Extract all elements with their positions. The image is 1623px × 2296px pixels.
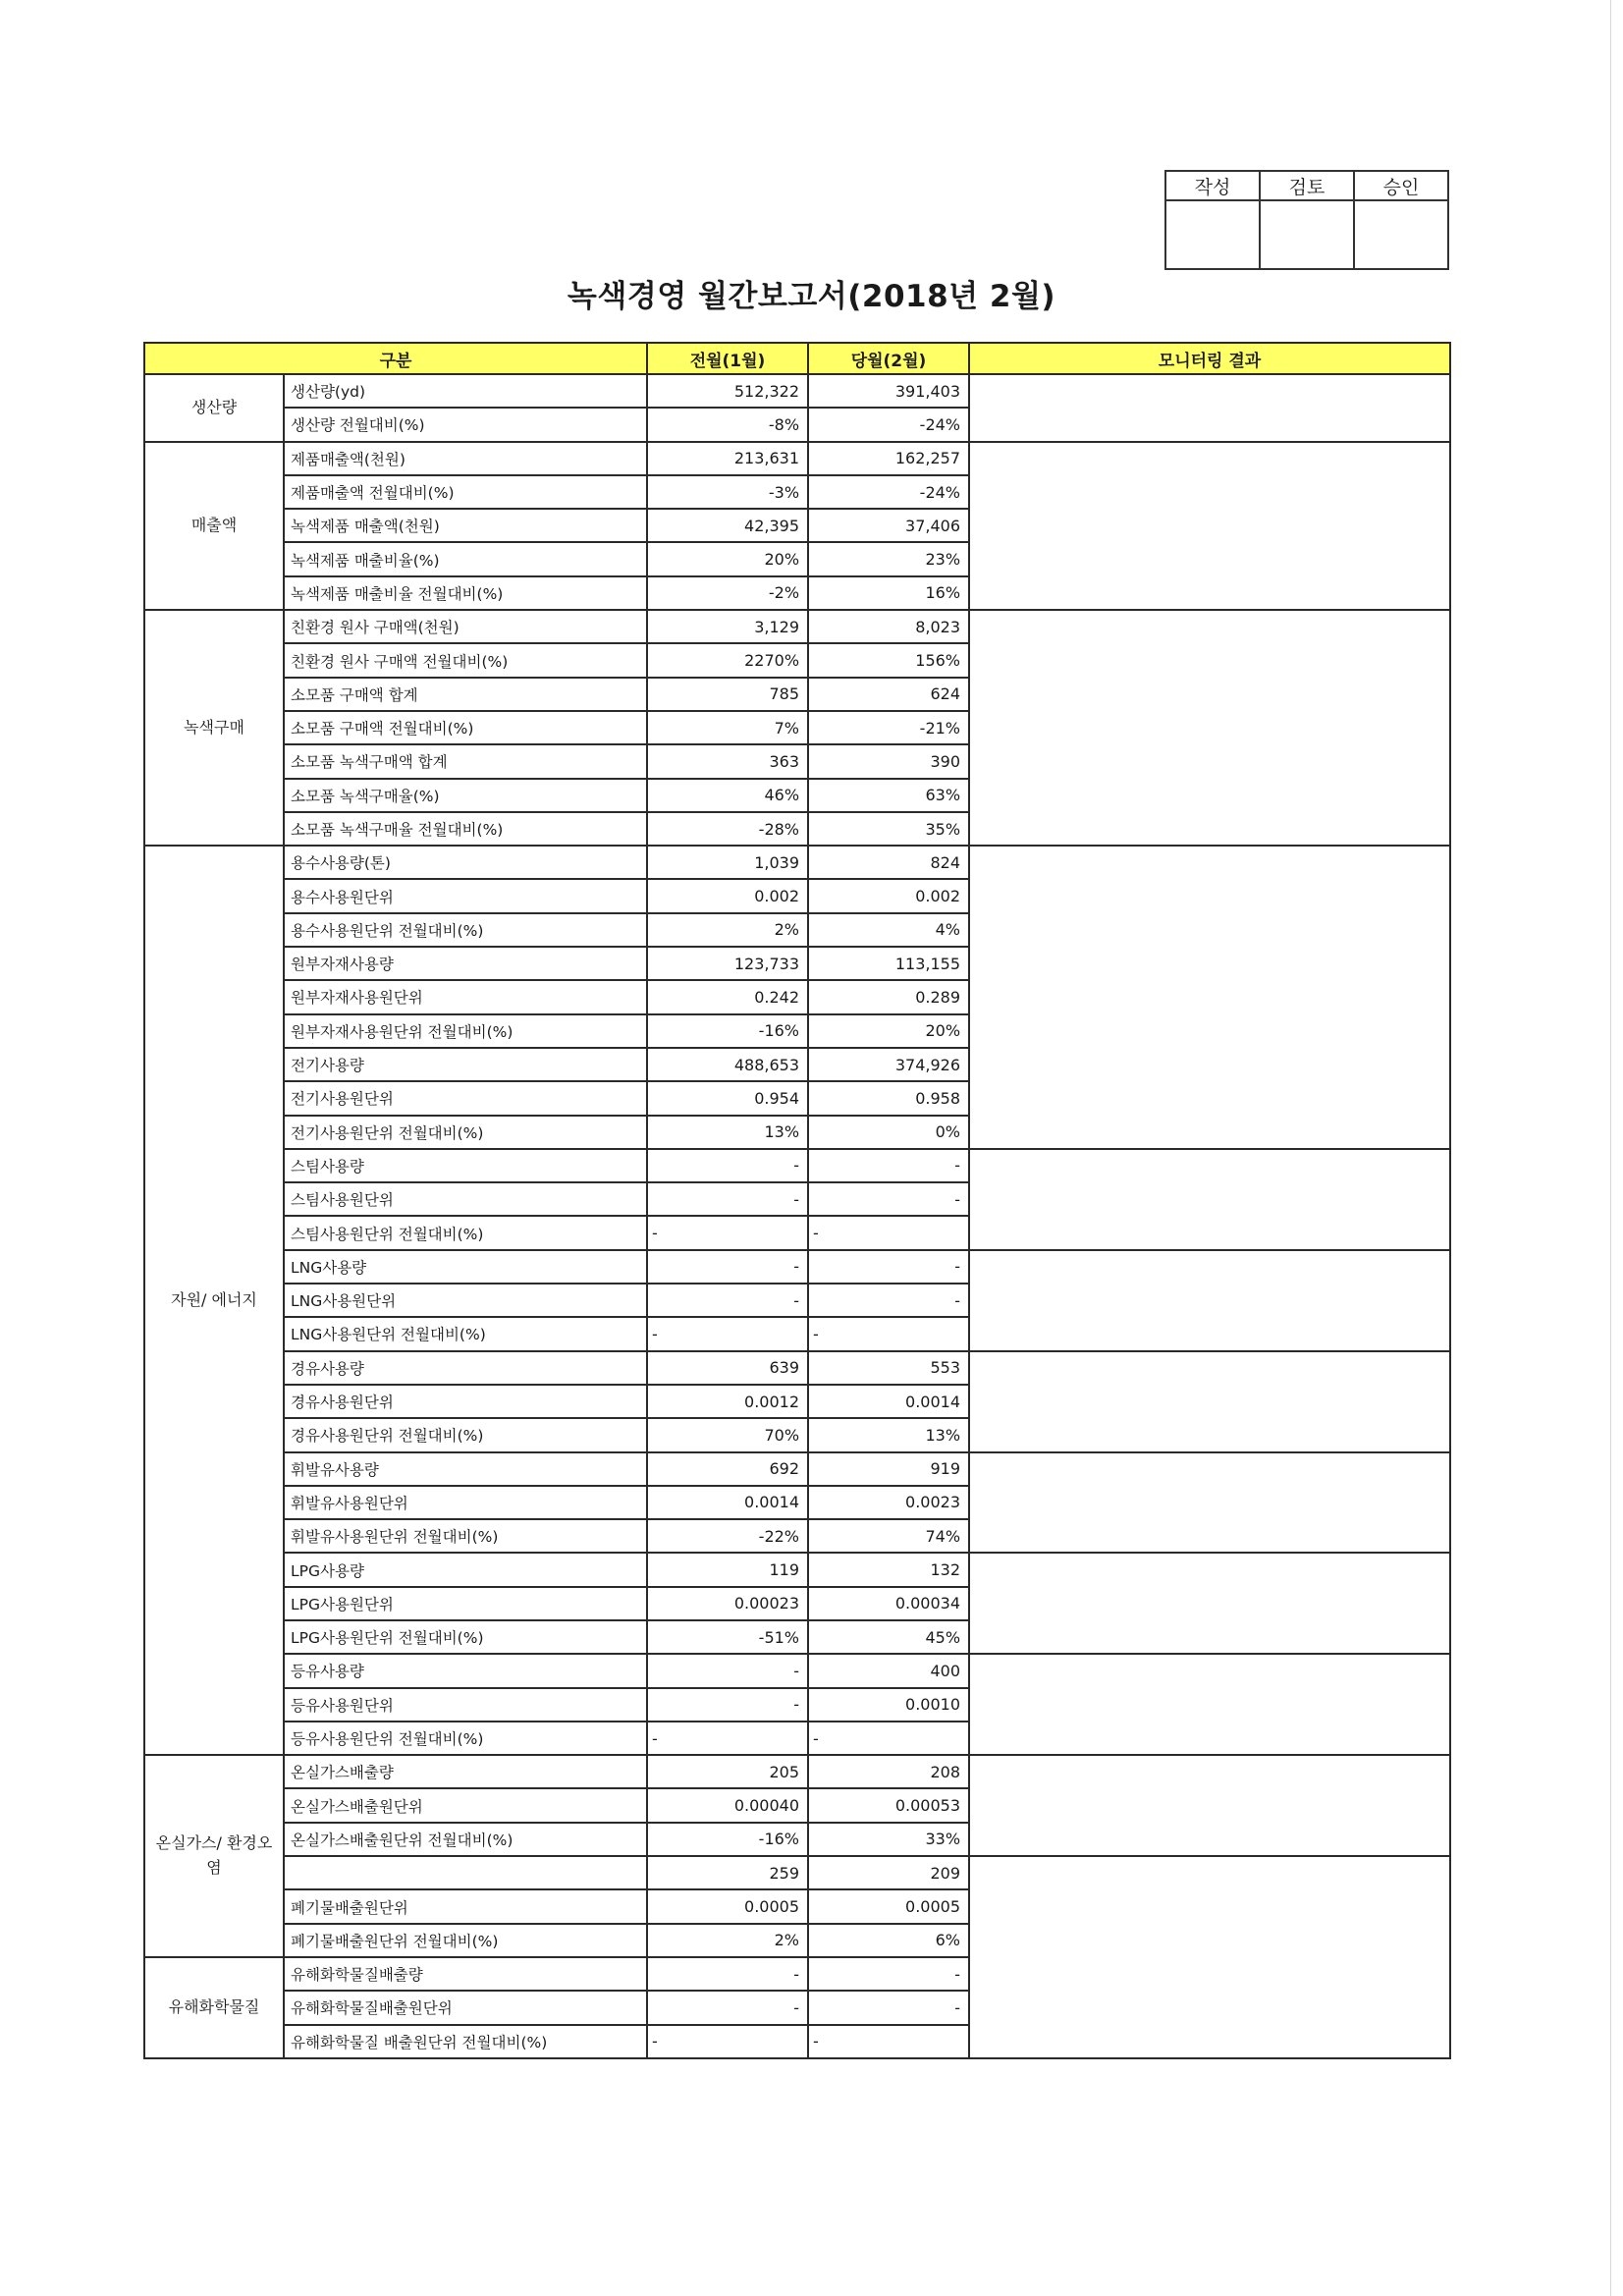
prev-month-value: 0.00040 <box>647 1788 808 1822</box>
prev-month-value: 0.0014 <box>647 1486 808 1519</box>
prev-month-value: 7% <box>647 711 808 744</box>
curr-month-value: 0.0023 <box>808 1486 969 1519</box>
curr-month-value: 0% <box>808 1116 969 1149</box>
header-category: 구분 <box>144 343 647 374</box>
header-curr-month: 당월(2월) <box>808 343 969 374</box>
prev-month-value: - <box>647 1654 808 1687</box>
curr-month-value: 824 <box>808 846 969 879</box>
item-cell: 경유사용원단위 <box>284 1385 647 1418</box>
item-cell: 용수사용원단위 <box>284 879 647 912</box>
category-cell: 생산량 <box>144 374 284 442</box>
header-prev-month: 전월(1월) <box>647 343 808 374</box>
item-cell: LPG사용원단위 <box>284 1587 647 1620</box>
header-monitoring-result: 모니터링 결과 <box>969 343 1450 374</box>
prev-month-value: - <box>647 1317 808 1350</box>
prev-month-value: 692 <box>647 1452 808 1486</box>
item-cell: 원부자재사용원단위 전월대비(%) <box>284 1014 647 1048</box>
category-cell: 유해화학물질 <box>144 1957 284 2058</box>
item-cell: 소모품 구매액 전월대비(%) <box>284 711 647 744</box>
curr-month-value: 400 <box>808 1654 969 1687</box>
curr-month-value: 8,023 <box>808 610 969 643</box>
curr-month-value: -24% <box>808 408 969 441</box>
curr-month-value: 374,926 <box>808 1048 969 1081</box>
monitoring-result-cell <box>969 1351 1450 1452</box>
prev-month-value: 0.00023 <box>647 1587 808 1620</box>
approval-box <box>1164 170 1449 270</box>
curr-month-value: 0.0005 <box>808 1889 969 1923</box>
curr-month-value: 0.002 <box>808 879 969 912</box>
monitoring-result-cell <box>969 1452 1450 1554</box>
prev-month-value: -28% <box>647 812 808 846</box>
prev-month-value: 2% <box>647 913 808 947</box>
curr-month-value: 919 <box>808 1452 969 1486</box>
monitoring-result-cell <box>969 1250 1450 1351</box>
curr-month-value: 0.00053 <box>808 1788 969 1822</box>
approval-sign-author <box>1165 200 1260 269</box>
curr-month-value: - <box>808 1284 969 1317</box>
prev-month-value: 512,322 <box>647 374 808 408</box>
prev-month-value: 213,631 <box>647 442 808 475</box>
curr-month-value: 0.289 <box>808 980 969 1013</box>
curr-month-value: 0.958 <box>808 1081 969 1115</box>
curr-month-value: -24% <box>808 475 969 509</box>
table-row <box>144 846 1450 879</box>
curr-month-value: 132 <box>808 1553 969 1586</box>
prev-month-value: 42,395 <box>647 509 808 542</box>
table-row <box>144 1654 1450 1687</box>
curr-month-value: 13% <box>808 1418 969 1451</box>
curr-month-value: - <box>808 2025 969 2058</box>
prev-month-value: - <box>647 1182 808 1216</box>
item-cell: 등유사용원단위 <box>284 1688 647 1722</box>
curr-month-value: 20% <box>808 1014 969 1048</box>
curr-month-value: 208 <box>808 1755 969 1788</box>
approval-header-approve: 승인 <box>1354 171 1448 200</box>
curr-month-value: -21% <box>808 711 969 744</box>
item-cell: 친환경 원사 구매액 전월대비(%) <box>284 643 647 677</box>
monitoring-result-cell <box>969 442 1450 610</box>
prev-month-value: 123,733 <box>647 947 808 980</box>
monitoring-result-cell <box>969 1654 1450 1755</box>
item-cell: 녹색제품 매출비율(%) <box>284 542 647 575</box>
curr-month-value: - <box>808 1182 969 1216</box>
monitoring-result-cell <box>969 1856 1450 2058</box>
item-cell: 소모품 구매액 합계 <box>284 678 647 711</box>
item-cell: 소모품 녹색구매율 전월대비(%) <box>284 812 647 846</box>
item-cell: 스팀사용원단위 <box>284 1182 647 1216</box>
item-cell: 폐기물배출원단위 전월대비(%) <box>284 1924 647 1957</box>
prev-month-value: 1,039 <box>647 846 808 879</box>
item-cell: LNG사용원단위 <box>284 1284 647 1317</box>
curr-month-value: 37,406 <box>808 509 969 542</box>
curr-month-value: 209 <box>808 1856 969 1889</box>
curr-month-value: 390 <box>808 744 969 778</box>
prev-month-value: - <box>647 1991 808 2024</box>
table-header-row <box>144 343 1450 374</box>
curr-month-value: 45% <box>808 1620 969 1654</box>
prev-month-value: - <box>647 1250 808 1284</box>
item-cell: 등유사용원단위 전월대비(%) <box>284 1722 647 1755</box>
curr-month-value: - <box>808 1317 969 1350</box>
table-row <box>144 610 1450 643</box>
item-cell: 휘발유사용원단위 <box>284 1486 647 1519</box>
prev-month-value: 0.0012 <box>647 1385 808 1418</box>
monitoring-result-cell <box>969 1755 1450 1856</box>
curr-month-value: 624 <box>808 678 969 711</box>
curr-month-value: - <box>808 1957 969 1991</box>
table-row <box>144 442 1450 475</box>
approval-sign-review <box>1260 200 1354 269</box>
prev-month-value: -16% <box>647 1014 808 1048</box>
item-cell: 휘발유사용원단위 전월대비(%) <box>284 1519 647 1553</box>
table-row <box>144 1452 1450 1486</box>
approval-sign-approve <box>1354 200 1448 269</box>
item-cell: LPG사용량 <box>284 1553 647 1586</box>
approval-header-review: 검토 <box>1260 171 1354 200</box>
curr-month-value: 0.00034 <box>808 1587 969 1620</box>
monitoring-result-cell <box>969 1149 1450 1250</box>
prev-month-value: 488,653 <box>647 1048 808 1081</box>
item-cell <box>284 1856 647 1889</box>
curr-month-value: 162,257 <box>808 442 969 475</box>
prev-month-value: 46% <box>647 779 808 812</box>
curr-month-value: 156% <box>808 643 969 677</box>
prev-month-value: -3% <box>647 475 808 509</box>
item-cell: 원부자재사용량 <box>284 947 647 980</box>
prev-month-value: - <box>647 1722 808 1755</box>
prev-month-value: -8% <box>647 408 808 441</box>
curr-month-value: - <box>808 1991 969 2024</box>
item-cell: 등유사용량 <box>284 1654 647 1687</box>
curr-month-value: - <box>808 1149 969 1182</box>
curr-month-value: 33% <box>808 1823 969 1856</box>
item-cell: 전기사용원단위 <box>284 1081 647 1115</box>
monitoring-result-cell <box>969 1553 1450 1654</box>
item-cell: 친환경 원사 구매액(천원) <box>284 610 647 643</box>
item-cell: 원부자재사용원단위 <box>284 980 647 1013</box>
prev-month-value: 13% <box>647 1116 808 1149</box>
prev-month-value: 20% <box>647 542 808 575</box>
item-cell: 폐기물배출원단위 <box>284 1889 647 1923</box>
curr-month-value: 74% <box>808 1519 969 1553</box>
curr-month-value: 553 <box>808 1351 969 1385</box>
prev-month-value: - <box>647 2025 808 2058</box>
curr-month-value: 23% <box>808 542 969 575</box>
item-cell: 소모품 녹색구매율(%) <box>284 779 647 812</box>
item-cell: 경유사용량 <box>284 1351 647 1385</box>
prev-month-value: - <box>647 1284 808 1317</box>
prev-month-value: - <box>647 1149 808 1182</box>
item-cell: 용수사용량(톤) <box>284 846 647 879</box>
table-row <box>144 374 1450 408</box>
prev-month-value: - <box>647 1957 808 1991</box>
prev-month-value: 119 <box>647 1553 808 1586</box>
item-cell: 유해화학물질배출량 <box>284 1957 647 1991</box>
item-cell: 전기사용량 <box>284 1048 647 1081</box>
prev-month-value: 70% <box>647 1418 808 1451</box>
item-cell: 유해화학물질배출원단위 <box>284 1991 647 2024</box>
table-row <box>144 1250 1450 1284</box>
monitoring-result-cell <box>969 610 1450 846</box>
curr-month-value: 4% <box>808 913 969 947</box>
item-cell: 제품매출액 전월대비(%) <box>284 475 647 509</box>
curr-month-value: 63% <box>808 779 969 812</box>
category-cell: 자원/ 에너지 <box>144 846 284 1755</box>
monitoring-result-cell <box>969 846 1450 1149</box>
curr-month-value: 0.0014 <box>808 1385 969 1418</box>
prev-month-value: -22% <box>647 1519 808 1553</box>
item-cell: 온실가스배출원단위 <box>284 1788 647 1822</box>
item-cell: 제품매출액(천원) <box>284 442 647 475</box>
item-cell: 유해화학물질 배출원단위 전월대비(%) <box>284 2025 647 2058</box>
page-title: 녹색경영 월간보고서(2018년 2월) <box>567 279 1056 314</box>
item-cell: 녹색제품 매출액(천원) <box>284 509 647 542</box>
curr-month-value: 16% <box>808 576 969 610</box>
category-cell: 온실가스/ 환경오염 <box>144 1755 284 1957</box>
item-cell: 용수사용원단위 전월대비(%) <box>284 913 647 947</box>
curr-month-value: 0.0010 <box>808 1688 969 1722</box>
item-cell: 온실가스배출원단위 전월대비(%) <box>284 1823 647 1856</box>
prev-month-value: 2270% <box>647 643 808 677</box>
prev-month-value: -16% <box>647 1823 808 1856</box>
category-cell: 매출액 <box>144 442 284 610</box>
item-cell: 생산량(yd) <box>284 374 647 408</box>
item-cell: LNG사용량 <box>284 1250 647 1284</box>
curr-month-value: - <box>808 1216 969 1249</box>
table-row <box>144 1351 1450 1385</box>
table-row <box>144 1856 1450 1889</box>
prev-month-value: 0.954 <box>647 1081 808 1115</box>
item-cell: LPG사용원단위 전월대비(%) <box>284 1620 647 1654</box>
table-row <box>144 1553 1450 1586</box>
table-row <box>144 1149 1450 1182</box>
prev-month-value: 363 <box>647 744 808 778</box>
monitoring-result-cell <box>969 374 1450 442</box>
curr-month-value: 113,155 <box>808 947 969 980</box>
table-row <box>144 1755 1450 1788</box>
curr-month-value: - <box>808 1722 969 1755</box>
scan-edge-line <box>1610 0 1611 2296</box>
item-cell: 스팀사용량 <box>284 1149 647 1182</box>
prev-month-value: 785 <box>647 678 808 711</box>
report-table <box>143 342 1451 2059</box>
item-cell: 녹색제품 매출비율 전월대비(%) <box>284 576 647 610</box>
prev-month-value: 0.242 <box>647 980 808 1013</box>
prev-month-value: -2% <box>647 576 808 610</box>
prev-month-value: 205 <box>647 1755 808 1788</box>
approval-header-author: 작성 <box>1165 171 1260 200</box>
item-cell: 온실가스배출량 <box>284 1755 647 1788</box>
prev-month-value: 259 <box>647 1856 808 1889</box>
prev-month-value: - <box>647 1216 808 1249</box>
curr-month-value: 6% <box>808 1924 969 1957</box>
item-cell: LNG사용원단위 전월대비(%) <box>284 1317 647 1350</box>
prev-month-value: - <box>647 1688 808 1722</box>
prev-month-value: 3,129 <box>647 610 808 643</box>
prev-month-value: 2% <box>647 1924 808 1957</box>
category-cell: 녹색구매 <box>144 610 284 846</box>
item-cell: 휘발유사용량 <box>284 1452 647 1486</box>
item-cell: 전기사용원단위 전월대비(%) <box>284 1116 647 1149</box>
prev-month-value: 0.002 <box>647 879 808 912</box>
curr-month-value: 35% <box>808 812 969 846</box>
item-cell: 소모품 녹색구매액 합계 <box>284 744 647 778</box>
prev-month-value: 0.0005 <box>647 1889 808 1923</box>
item-cell: 경유사용원단위 전월대비(%) <box>284 1418 647 1451</box>
curr-month-value: 391,403 <box>808 374 969 408</box>
curr-month-value: - <box>808 1250 969 1284</box>
prev-month-value: 639 <box>647 1351 808 1385</box>
item-cell: 스팀사용원단위 전월대비(%) <box>284 1216 647 1249</box>
item-cell: 생산량 전월대비(%) <box>284 408 647 441</box>
prev-month-value: -51% <box>647 1620 808 1654</box>
